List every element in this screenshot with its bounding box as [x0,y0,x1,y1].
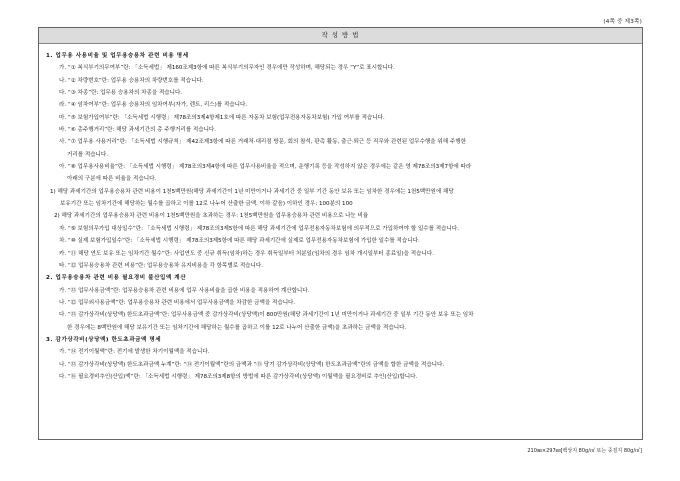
instruction-line: 보유기간 또는 임차기간에 해당하는 월수를 곱하고 이를 12로 나누어 산출한 금액. 이하 같음) 이하인 경우: 100분의 100 [60,201,353,208]
section-title: 작 성 방 법 [39,28,642,44]
instruction-line: 가. “① 복식부기의무여부”란: 「소득세법」 제160조제3항에 따른 복식부기의무자인 경우에만 작성하며, 해당되는 경우 “Y”로 표시합니다. [59,65,395,72]
instruction-line: 나. “② 차량번호”란: 업무용 승용차의 차량번호를 적습니다. [59,77,204,84]
page-number: (4쪽 중 제3쪽) [603,19,642,25]
instruction-line: 차. “⑩ 실제 보험가입일수”란: 「소득세법 시행령」 제78조의3제5항에 따른 해당 과세기간에 실제로 업무전용자동차보험에 가입한 일수를 적습니다. [59,238,420,245]
instruction-line: 다. “③ 차종”란: 업무용 승용차의 차종을 적습니다. [59,90,183,97]
instruction-line: 아. “⑧ 업무용사용비율”란: 「소득세법 시행령」 제78조의3제4항에 따른 업무사용비율을 적으며, 운행기록 등을 작성하지 않은 경우에는 같은 영 제78조의3제7항에 따라 [59,164,472,171]
instruction-line: 카. “⑪ 해당 연도 보유 또는 임차기간 월수”란: 사업연도 중 신규 취득(임차)하는 경우 취득일부터 처분일(임차의 경우 임차 개시일부터 종료일)을 적습니다. [59,250,434,257]
instruction-line: 1) 해당 과세기간의 업무용승용차 관련 비용이 1천5백만원(해당 과세기간이 1년 미만이거나 과세기간 중 일부 기간 동안 보유 또는 임차한 경우에는 1천5백만원에 해당 [50,188,454,195]
instruction-line: 바. “⑥ 총주행거리”란: 해당 과세기간의 총 주행거리를 적습니다. [59,127,217,134]
instruction-line: 아래의 구분에 따른 비율을 적습니다. [67,176,157,183]
instruction-line: 다. “⑯ 필요경비추인(산입)액”란: 「소득세법 시행령」 제78조의3제8항의 방법에 따른 감가상각비(상당액) 이월액을 필요경비로 추인(산입)합니다. [59,373,418,380]
instructions-content [39,44,642,383]
section-heading: 1. 업무용 사용비율 및 업무용승용차 관련 비용 명세 [46,53,189,59]
instruction-line: 가. “⑬ 업무사용금액”란: 업무용승용차 관련 비용에 업무 사용비율을 곱한 비용을 적용하여 계산합니다. [59,287,310,294]
instruction-line: 나. “⑬ 감가상각비(상당액) 한도초과금액 누계”란: “⑭ 전기이월액”란의 금액과 “⑮ 당기 감가상각비(상당액) 한도초과금액”란의 금액을 합한 금액을 적습니다. [59,361,445,368]
instruction-line: 한 경우에는 8백만원에 해당 보유기간 또는 임차기간에 해당하는 월수를 곱하고 이를 12로 나누어 산출한 금액)을 초과하는 금액을 적습니다. [67,324,407,331]
instruction-line: 다. “⑬ 감가상각비(상당액) 한도초과금액”란: 업무사용금액 중 감가상각비(상당액)이 800만원(해당 과세기간이 1년 미만이거나 과세기간 중 일부 기간 동안 보유 또는 임차 [59,312,474,319]
instruction-line: 라. “④ 임차여부”란: 업무용 승용차의 임차여부(자가, 렌트, 리스)를 적습니다. [59,102,248,109]
paper-size-note: 210㎜×297㎜[백상지 80g/㎡ 또는 중질지 80g/㎡] [527,448,642,454]
instruction-line: 2) 해당 과세기간의 업무용승용차 관련 비용이 1천5백만원을 초과하는 경우: 1천5백만원을 업무용승용차 관련 비용으로 나눈 비율 [54,213,369,220]
instructions-frame [38,27,643,440]
instruction-line: 가. “⑭ 전기이월액”란: 전기에 발생한 차기이월액을 적습니다. [59,349,210,356]
instruction-line: 자. “⑨ 보험의무가입 대상일수”란: 「소득세법 시행령」 제78조의3제5항에 따른 해당 과세기간에 업무전용자동차보험에 의무적으로 가입하여야 할 일수를 적습니다. [59,225,459,232]
instruction-line: 나. “⑫ 업무외사용금액”란: 업무용승용차 관련 비용에서 업무사용금액을 차감한 금액을 적습니다. [59,299,296,306]
section-heading: 2. 업무용승용차 관련 비용 필요경비 불산입액 계산 [46,275,187,282]
instruction-line: 마. “⑤ 보험가입여부”란: 「소득세법 시행령」 제78조의3제4항제1호에 따른 자동차 보험(업무전용자동차보험) 가입 여부를 적습니다. [59,114,385,121]
instruction-line: 거리를 적습니다. [67,151,109,158]
instruction-line: 사. “⑦ 업무용 사용거리”란: 「소득세법 시행규칙」 제42조제3항에 따른 거래처·대리점 방문, 회의 참석, 판촉 활동, 출근·퇴근 등 직무와 관련된 업무수행을 위해 주행한 [59,139,466,146]
instruction-line: 타. “⑫ 업무용승용차 관련 비용”란: 업무용승용차 유지비용을 각 항목별로 적습니다. [59,262,264,269]
section-heading: 3. 감가상각비(상당액) 한도초과금액 명세 [46,336,162,343]
